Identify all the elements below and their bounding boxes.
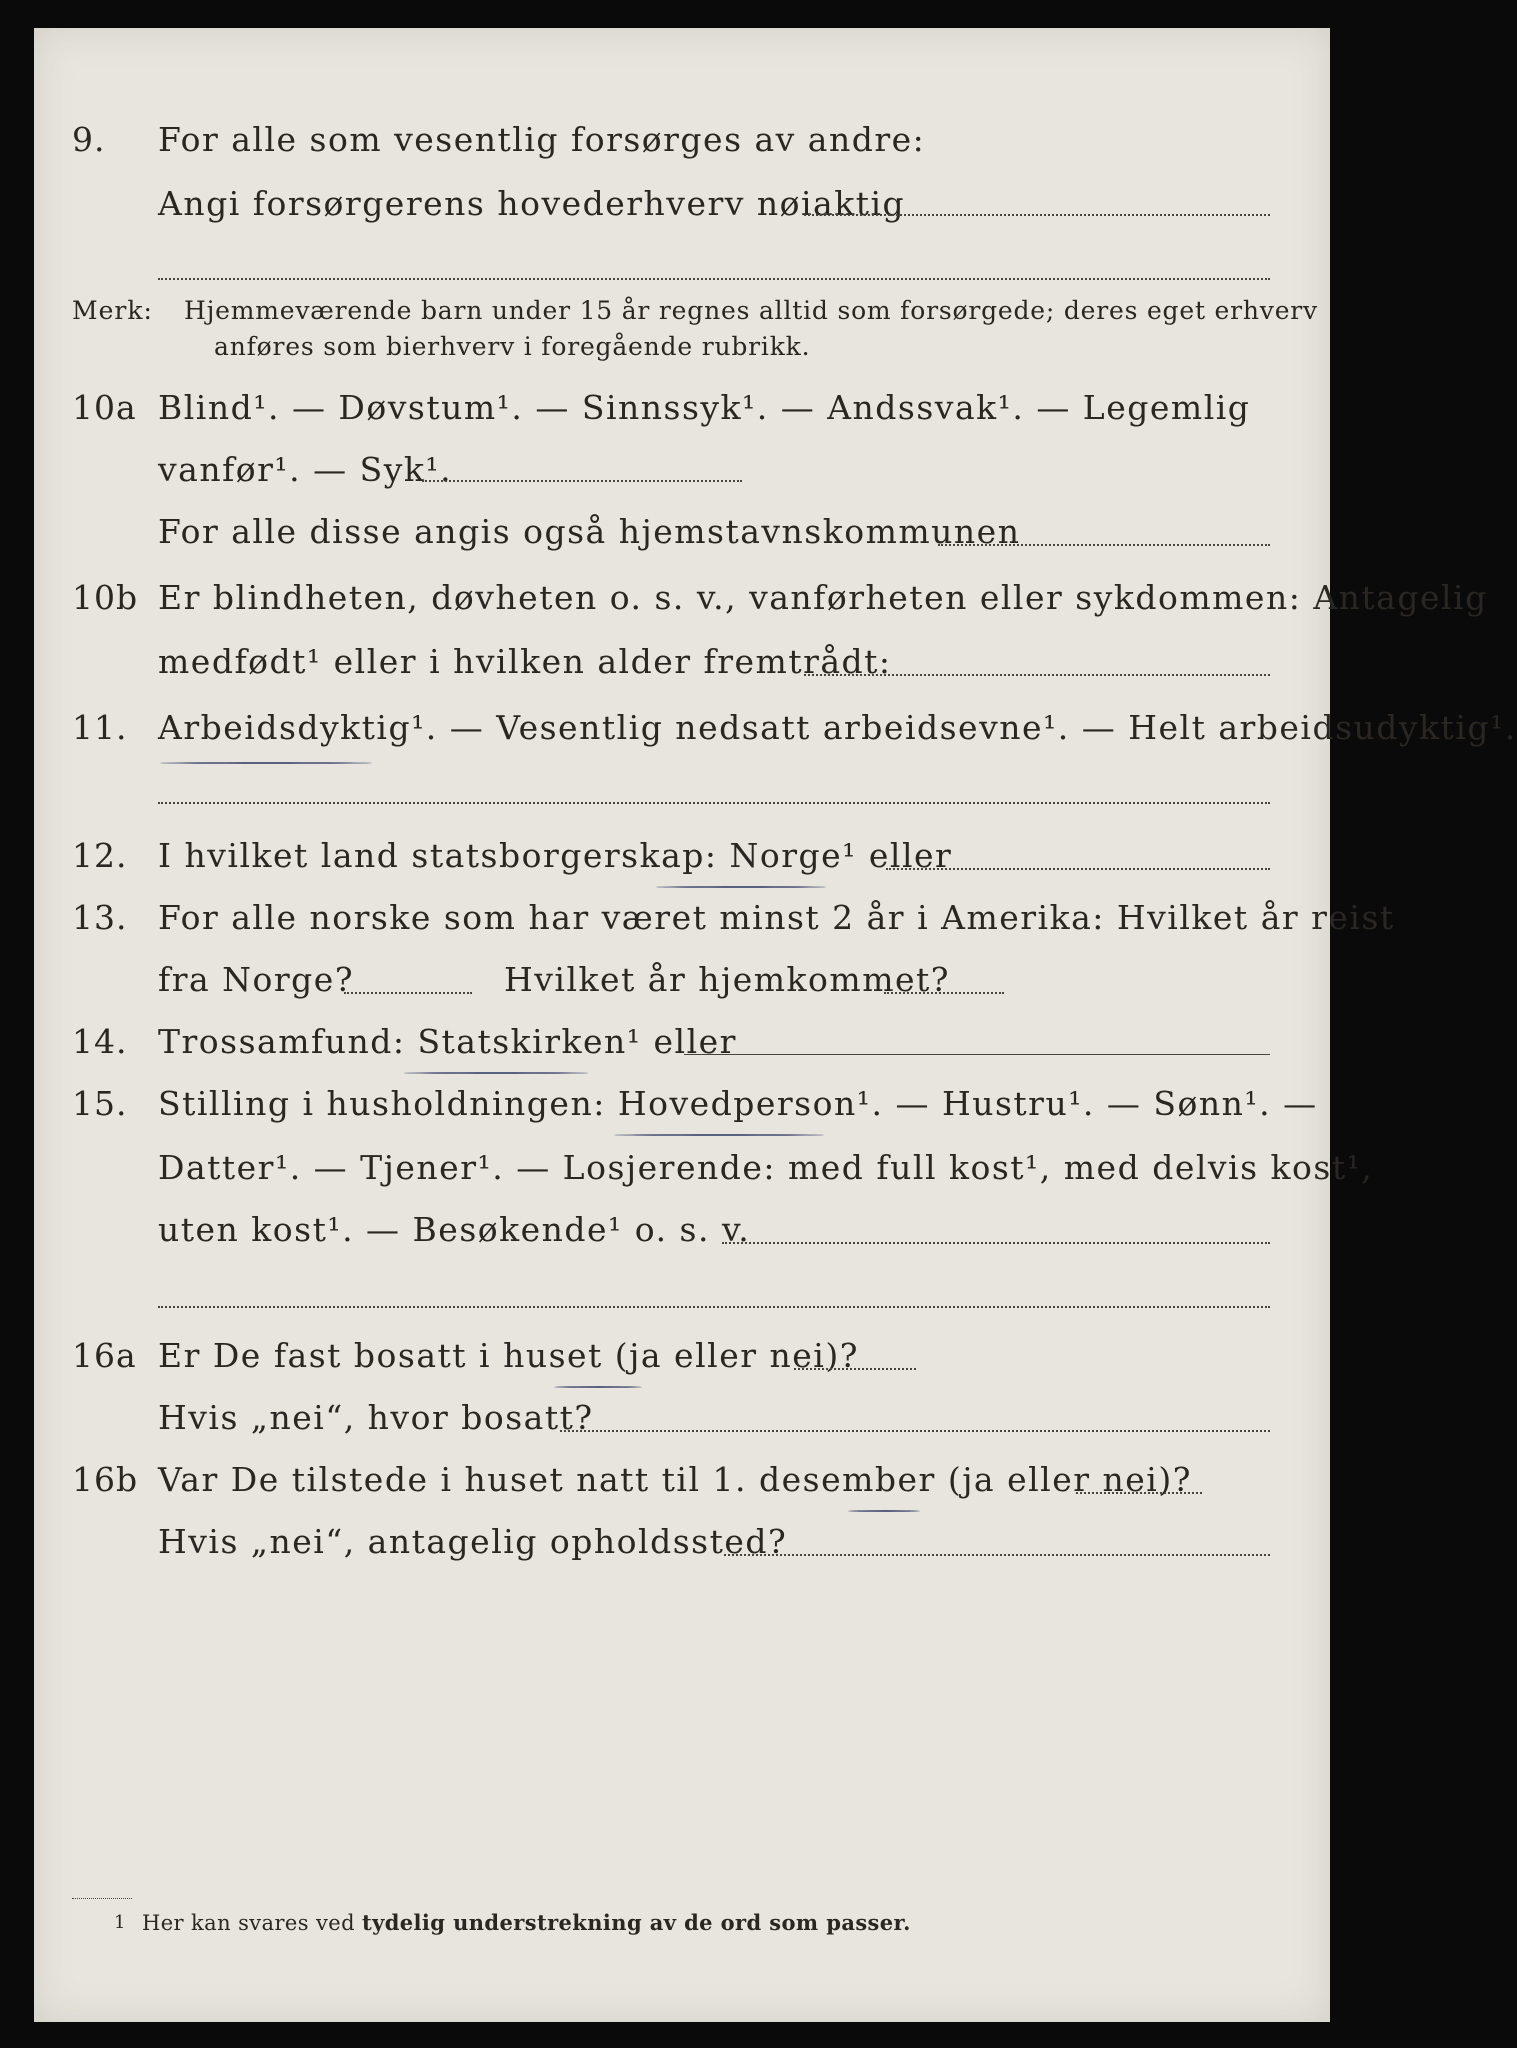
q11-number: 11.: [72, 708, 128, 747]
footnote-text: [142, 1910, 911, 1935]
q16a-residence-field[interactable]: [560, 1430, 1270, 1432]
q11-underline-mark: [160, 762, 372, 764]
q12-answer-field[interactable]: [886, 868, 1270, 870]
q16a-number: 16a: [72, 1336, 137, 1375]
q9-answer-field[interactable]: [804, 214, 1270, 216]
q13-line-2a: fra Norge?: [158, 960, 355, 999]
q16b-line-2: Hvis „nei“, antagelig opholdssted?: [158, 1522, 788, 1561]
q16a-underline-mark: [554, 1386, 642, 1388]
q15-answer-field-2[interactable]: [158, 1306, 1270, 1308]
footnote-text-bold: tydelig understrekning av de ord som passer.: [362, 1910, 911, 1935]
merk-label: Merk:: [72, 296, 153, 325]
q10a-home-municipality-field[interactable]: [938, 544, 1270, 546]
merk-text-2: anføres som bierhverv i foregående rubrikk.: [214, 332, 811, 361]
q14-number: 14.: [72, 1022, 128, 1061]
q9-number: 9.: [72, 120, 106, 159]
merk-text-1: Hjemmeværende barn under 15 år regnes alltid som forsørgede; deres eget erhverv: [184, 296, 1318, 325]
q16a-answer-field[interactable]: [794, 1368, 916, 1370]
q10a-line-2: vanfør¹. — Syk¹.: [158, 450, 453, 489]
q9-question: For alle som vesentlig forsørges av andre:: [158, 120, 926, 159]
q10b-number: 10b: [72, 578, 139, 617]
q16a-question: Er De fast bosatt i huset (ja eller nei)?: [158, 1336, 859, 1375]
q13-number: 13.: [72, 898, 128, 937]
q16b-question: Var De tilstede i huset natt til 1. desember (ja eller nei)?: [158, 1460, 1192, 1499]
q13-departure-year-field[interactable]: [344, 992, 472, 994]
q14-question: Trossamfund: Statskirken¹ eller: [158, 1022, 737, 1061]
q15-line-3: uten kost¹. — Besøkende¹ o. s. v.: [158, 1210, 751, 1249]
q14-answer-field[interactable]: [684, 1054, 1270, 1055]
q9-sub-question: Angi forsørgerens hovederhverv nøiaktig: [158, 184, 906, 223]
q10a-answer-field[interactable]: [422, 480, 742, 482]
q14-underline-mark: [404, 1072, 588, 1074]
q10b-answer-field[interactable]: [804, 674, 1270, 676]
q15-underline-mark: [614, 1134, 824, 1136]
census-form-page: [34, 28, 1517, 2022]
q11-question: Arbeidsdyktig¹. — Vesentlig nedsatt arbeidsevne¹. — Helt arbeidsudyktig¹.: [158, 708, 1517, 747]
q9-answer-field-2[interactable]: [158, 278, 1270, 280]
q16b-whereabouts-field[interactable]: [724, 1554, 1270, 1556]
q10a-number: 10a: [72, 388, 137, 427]
q15-answer-field[interactable]: [722, 1242, 1270, 1244]
q10a-line-3: For alle disse angis også hjemstavnskommunen: [158, 512, 1021, 551]
footnote-text-plain: Her kan svares ved: [142, 1911, 355, 1935]
footnote-rule: [72, 1898, 132, 1899]
q16b-answer-field[interactable]: [1076, 1492, 1202, 1494]
q16b-underline-mark: [848, 1510, 920, 1512]
q10a-question: Blind¹. — Døvstum¹. — Sinnssyk¹. — Andssvak¹. — Legemlig: [158, 388, 1251, 427]
q12-underline-mark: [656, 886, 826, 888]
q15-number: 15.: [72, 1084, 128, 1123]
q13-question: For alle norske som har været minst 2 år i Amerika: Hvilket år reist: [158, 898, 1395, 937]
q12-question: I hvilket land statsborgerskap: Norge¹ eller: [158, 836, 953, 875]
footnote-number: 1: [114, 1912, 126, 1933]
q16a-line-2: Hvis „nei“, hvor bosatt?: [158, 1398, 594, 1437]
q13-return-year-field[interactable]: [884, 992, 1004, 994]
q16b-number: 16b: [72, 1460, 139, 1499]
q13-line-2b: Hvilket år hjemkommet?: [504, 960, 950, 999]
q15-line-2: Datter¹. — Tjener¹. — Losjerende: med full kost¹, med delvis kost¹,: [158, 1148, 1374, 1187]
q10b-line-2: medfødt¹ eller i hvilken alder fremtrådt:: [158, 642, 892, 681]
q15-question: Stilling i husholdningen: Hovedperson¹. — Hustru¹. — Sønn¹. —: [158, 1084, 1318, 1123]
q11-answer-field[interactable]: [158, 802, 1270, 804]
q10b-question: Er blindheten, døvheten o. s. v., vanførheten eller sykdommen: Antagelig: [158, 578, 1488, 617]
q12-number: 12.: [72, 836, 128, 875]
